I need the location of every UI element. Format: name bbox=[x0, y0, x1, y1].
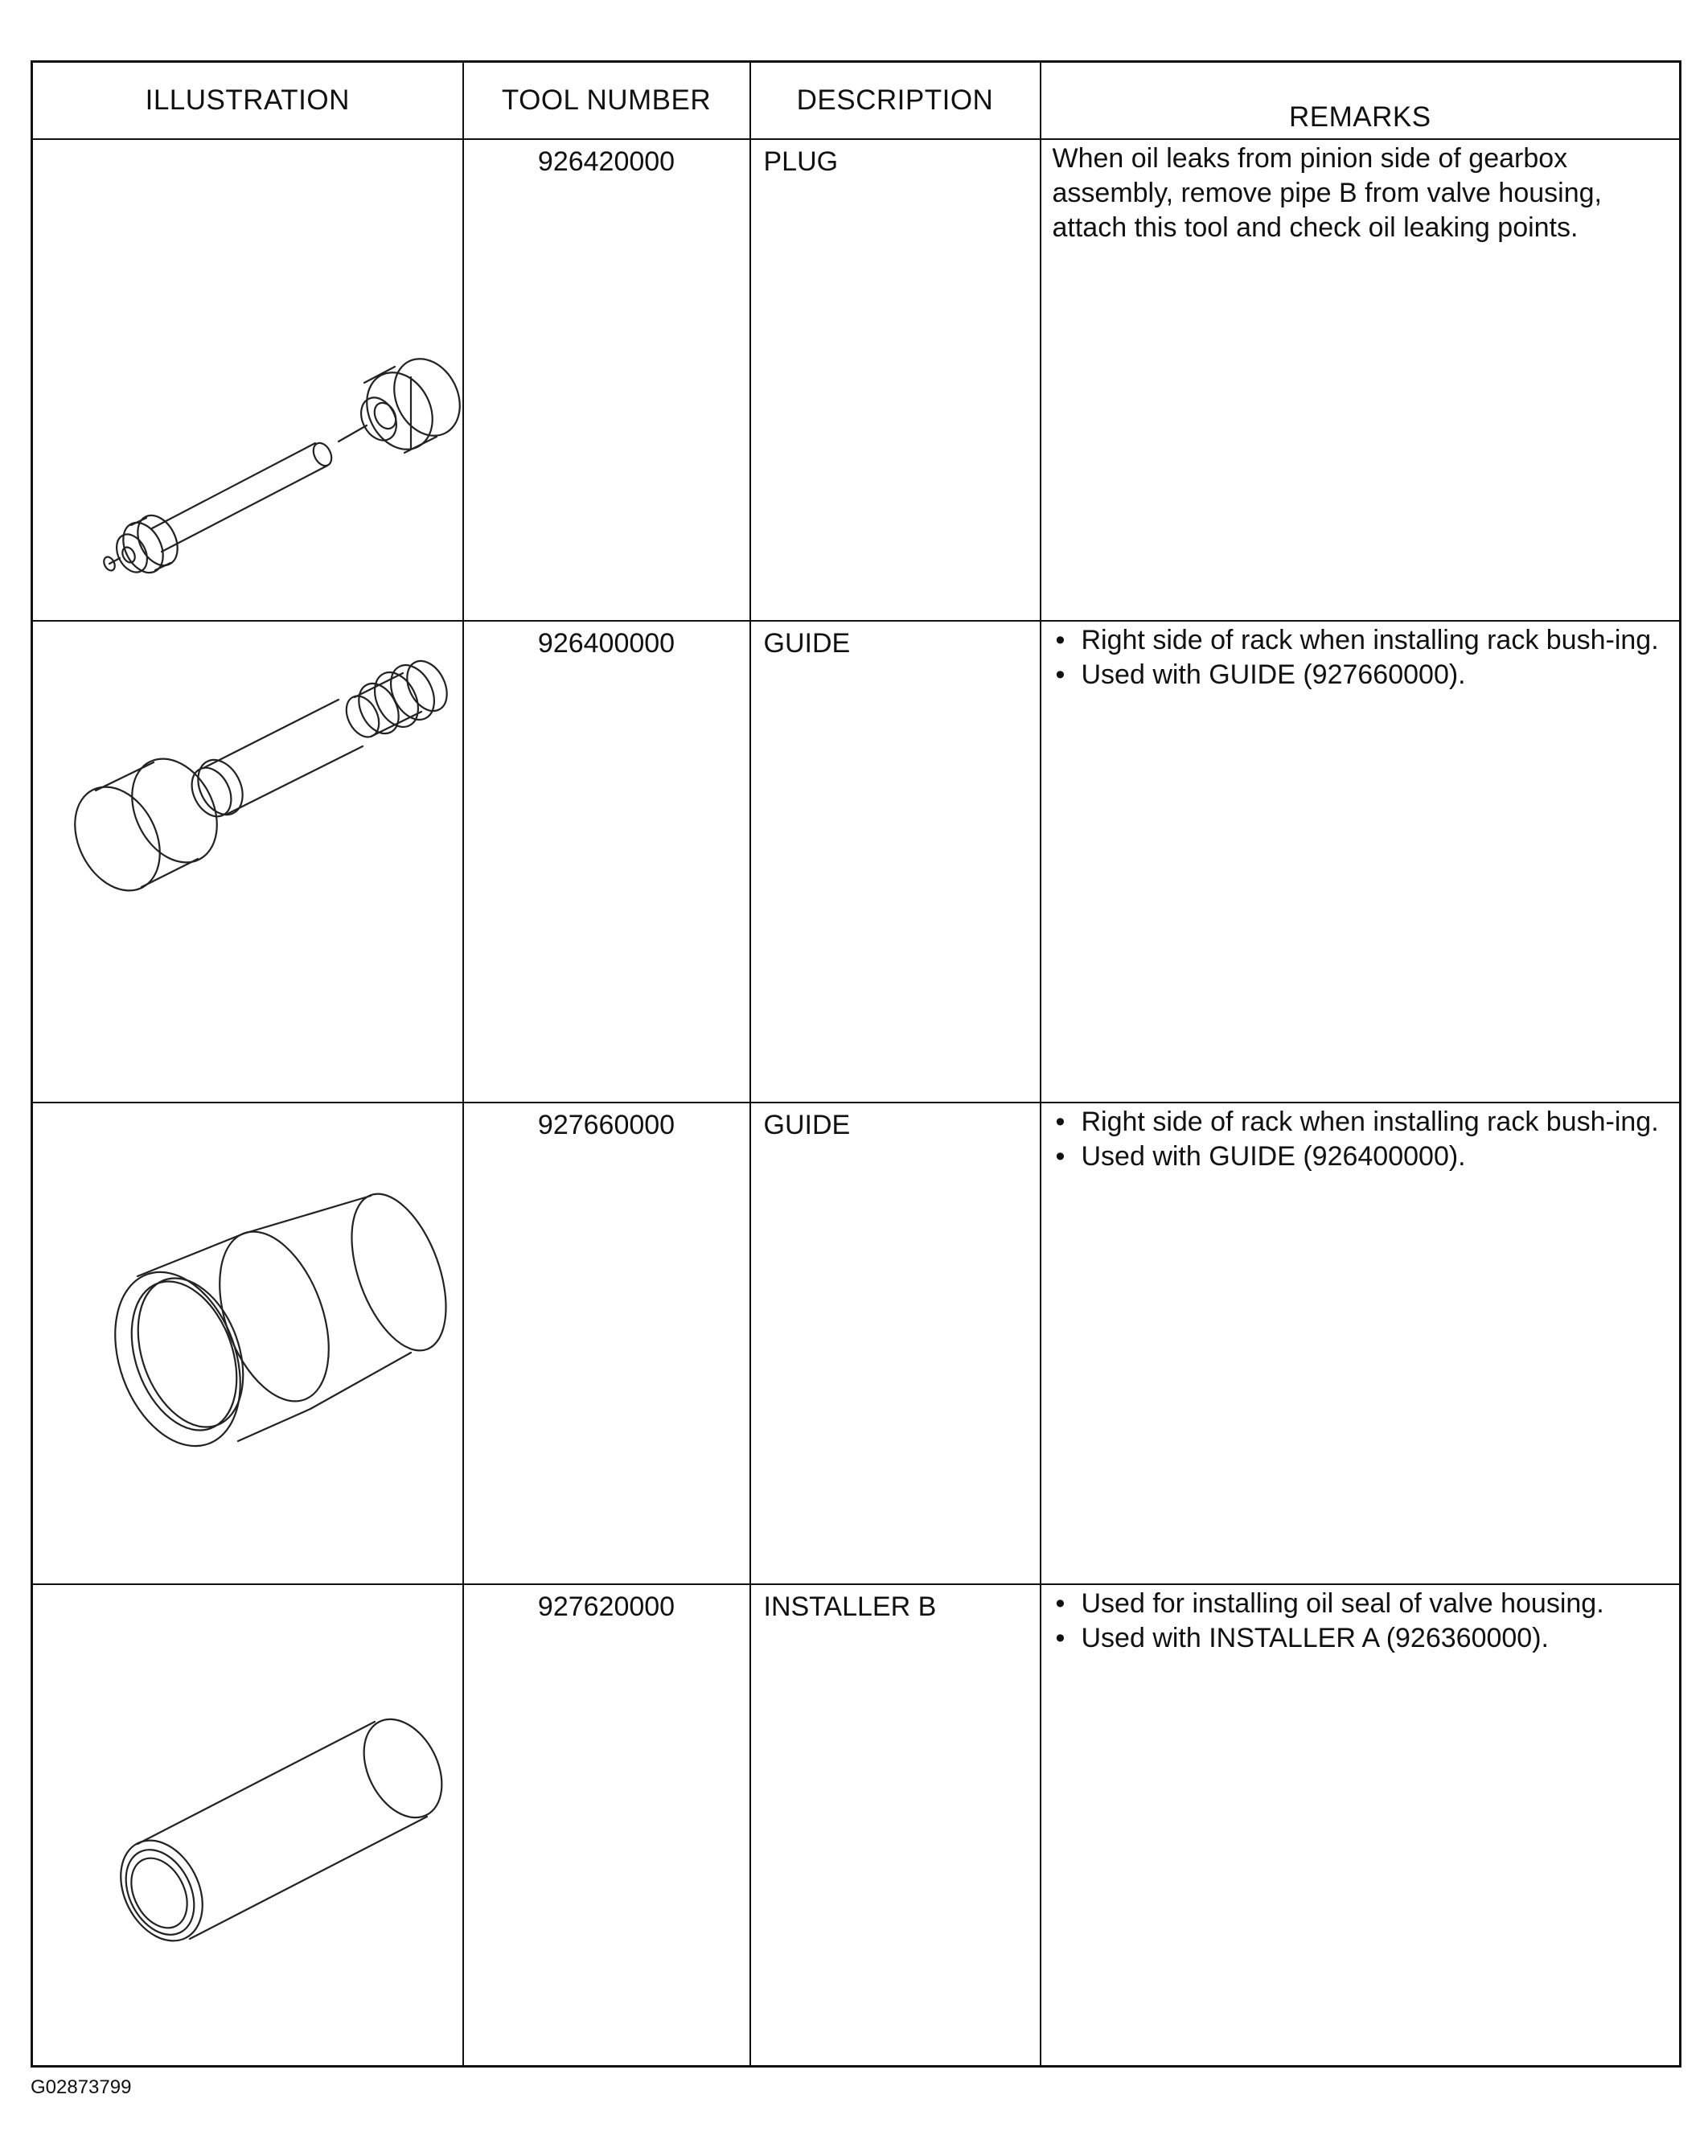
tool-number-cell: 926420000 bbox=[463, 139, 750, 621]
remarks-item: • Right side of rack when installing rack bush-ing. bbox=[1053, 623, 1669, 658]
illustration-cell bbox=[32, 621, 463, 1103]
table-row bbox=[32, 621, 1681, 1103]
description-cell: GUIDE bbox=[750, 1103, 1041, 1584]
remarks-item: • Used with GUIDE (927660000). bbox=[1053, 658, 1669, 692]
plug-tool-icon bbox=[33, 140, 463, 618]
illustration-cell bbox=[32, 1584, 463, 2066]
tool-number-cell: 926400000 bbox=[463, 621, 750, 1103]
guide-sleeve-tool-icon bbox=[33, 1103, 463, 1582]
tool-number-cell: 927660000 bbox=[463, 1103, 750, 1584]
remarks-list bbox=[1053, 623, 1669, 692]
illustration-cell bbox=[32, 139, 463, 621]
tool-number-column-header: TOOL NUMBER bbox=[463, 62, 750, 140]
remarks-cell bbox=[1041, 1103, 1681, 1584]
tool-number-cell: 927620000 bbox=[463, 1584, 750, 2066]
description-cell: PLUG bbox=[750, 139, 1041, 621]
special-tools-table bbox=[31, 60, 1681, 2068]
remarks-cell bbox=[1041, 621, 1681, 1103]
illustration-column-header: ILLUSTRATION bbox=[32, 62, 463, 140]
remarks-column-header: REMARKS bbox=[1041, 62, 1681, 140]
table-header-row bbox=[32, 62, 1681, 140]
remarks-item: • Right side of rack when installing rack bush-ing. bbox=[1053, 1105, 1669, 1140]
remarks-cell bbox=[1041, 139, 1681, 621]
table-row bbox=[32, 1584, 1681, 2066]
remarks-item: • Used with INSTALLER A (926360000). bbox=[1053, 1621, 1669, 1656]
guide-shaft-tool-icon bbox=[33, 622, 463, 1100]
table-row bbox=[32, 1103, 1681, 1584]
description-cell: INSTALLER B bbox=[750, 1584, 1041, 2066]
remarks-text: When oil leaks from pinion side of gearbox assembly, remove pipe B from valve housing, attach this tool and check oil leaking points. bbox=[1052, 143, 1602, 243]
remarks-cell bbox=[1041, 1584, 1681, 2066]
installer-b-tool-icon bbox=[33, 1585, 463, 2064]
table-row bbox=[32, 139, 1681, 621]
remarks-item: • Used with GUIDE (926400000). bbox=[1053, 1140, 1669, 1174]
description-cell: GUIDE bbox=[750, 621, 1041, 1103]
remarks-item: • Used for installing oil seal of valve housing. bbox=[1053, 1587, 1669, 1621]
figure-code: G02873799 bbox=[31, 2076, 132, 2098]
remarks-list bbox=[1053, 1105, 1669, 1174]
description-column-header: DESCRIPTION bbox=[750, 62, 1041, 140]
illustration-cell bbox=[32, 1103, 463, 1584]
remarks-list bbox=[1053, 1587, 1669, 1656]
